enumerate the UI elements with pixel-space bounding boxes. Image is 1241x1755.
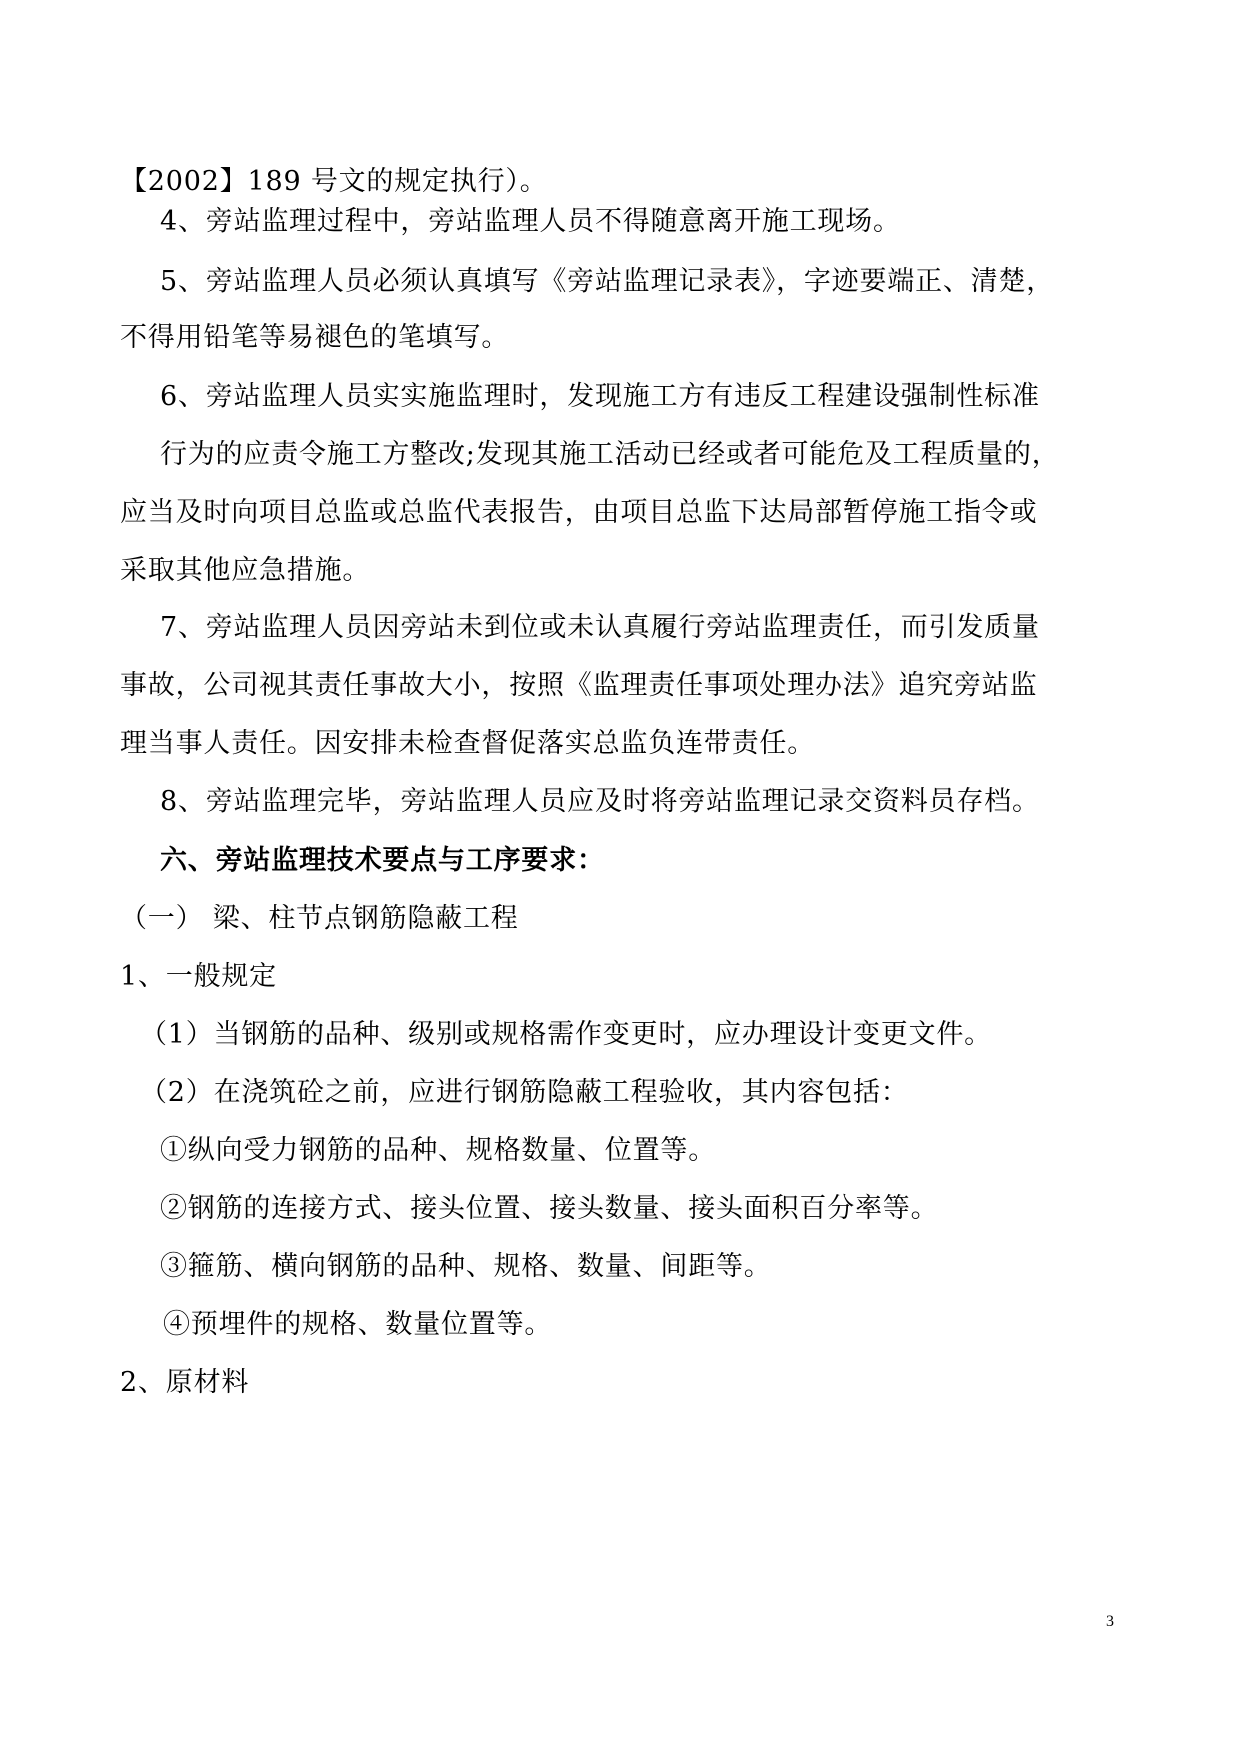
line-text: 6、旁站监理人员实实施监理时，发现施工方有违反工程建设强制性标准 — [160, 381, 1040, 412]
heading-text: 1、一般规定 — [120, 961, 277, 992]
line-text: ②钢筋的连接方式、接头位置、接头数量、接头面积百分率等。 — [160, 1193, 939, 1224]
heading-text: 2、原材料 — [120, 1367, 250, 1398]
line-text: 5、旁站监理人员必须认真填写《旁站监理记录表》，字迹要端正、清楚， — [160, 266, 1055, 297]
line-text: （2）在浇筑砼之前，应进行钢筋隐蔽工程验收，其内容包括： — [140, 1077, 909, 1108]
heading-text: （一） 梁、柱节点钢筋隐蔽工程 — [120, 903, 519, 934]
line-text: 8、旁站监理完毕，旁站监理人员应及时将旁站监理记录交资料员存档。 — [160, 786, 1040, 817]
line-text: 7、旁站监理人员因旁站未到位或未认真履行旁站监理责任，而引发质量 — [160, 612, 1040, 643]
line-text: ③箍筋、横向钢筋的品种、规格、数量、间距等。 — [160, 1251, 772, 1282]
line-text: 应当及时向项目总监或总监代表报告，由项目总监下达局部暂停施工指令或 — [120, 497, 1038, 528]
line-text: 事故，公司视其责任事故大小，按照《监理责任事项处理办法》追究旁站监 — [120, 670, 1038, 701]
line-text: ①纵向受力钢筋的品种、规格数量、位置等。 — [160, 1135, 716, 1166]
line-text: 理当事人责任。因安排未检查督促落实总监负连带责任。 — [120, 728, 815, 759]
page-number: 3 — [1106, 1613, 1114, 1630]
line-text: 不得用铅笔等易褪色的笔填写。 — [120, 322, 510, 353]
line-text: 4、旁站监理过程中，旁站监理人员不得随意离开施工现场。 — [160, 206, 901, 237]
line-text: 行为的应责令施工方整改;发现其施工活动已经或者可能危及工程质量的， — [160, 439, 1060, 470]
line-text: 【2002】189 号文的规定执行）。 — [120, 166, 548, 197]
line-text: ④预埋件的规格、数量位置等。 — [163, 1309, 553, 1340]
heading-text: 六、旁站监理技术要点与工序要求： — [160, 845, 605, 876]
line-text: 采取其他应急措施。 — [120, 555, 371, 586]
line-text: （1）当钢筋的品种、级别或规格需作变更时，应办理设计变更文件。 — [140, 1019, 992, 1050]
